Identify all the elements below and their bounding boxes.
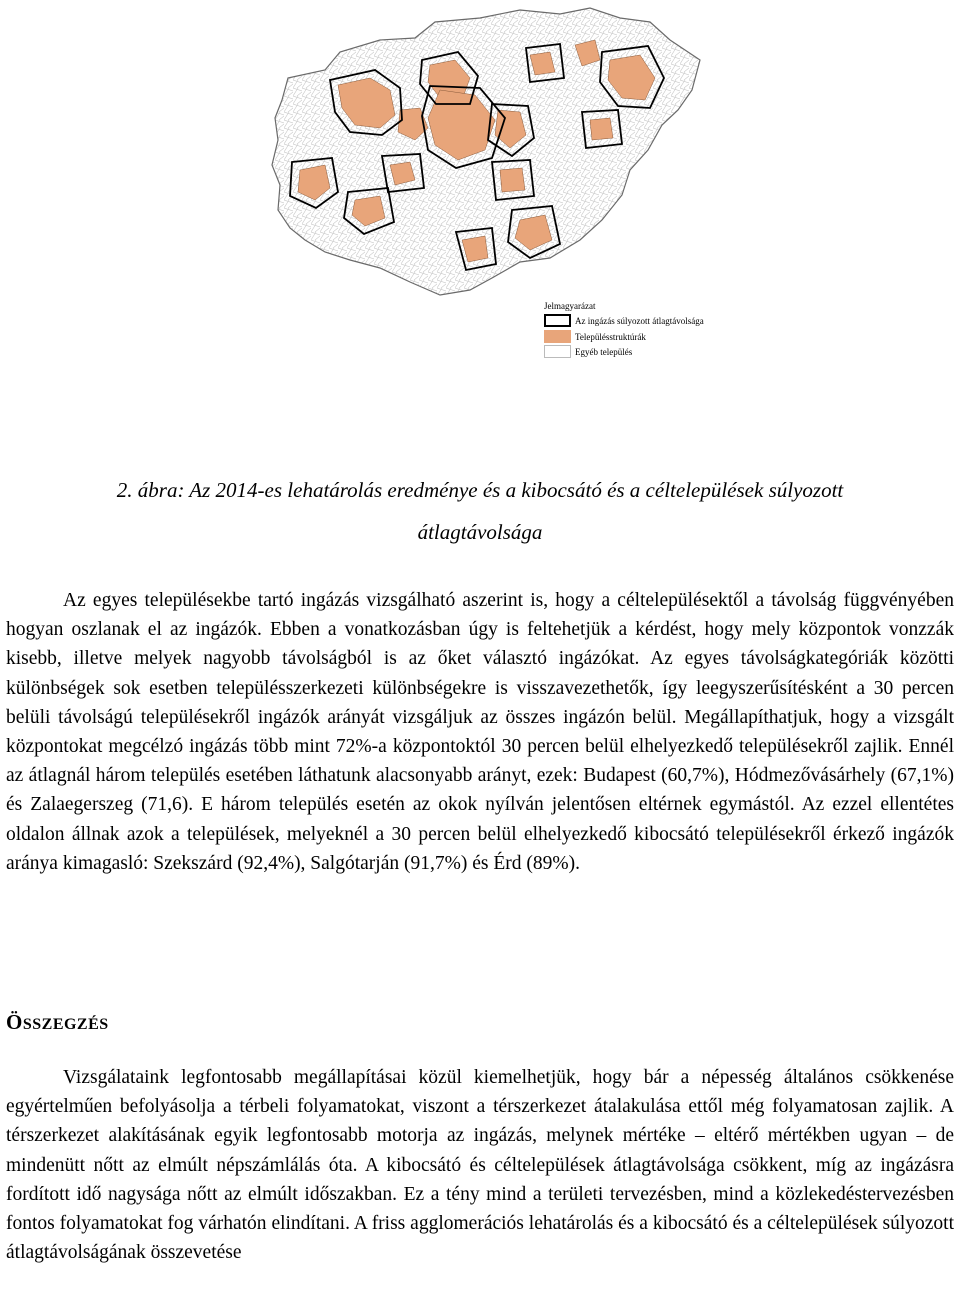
- body-paragraph-2: Vizsgálataink legfontosabb megállapításai közül kiemelhetjük, hogy bár a népesség általános csökkenése egyértelműen befolyásolja a térbeli folyamatokat, viszont a térszerkezet átalakulása ettől még folyamatosan zajlik. A térszerkezet alakításának egyik legfontosabb motorja az ingázás, melynek mértéke – eltérő mértékben ugyan – de mindenütt nőtt az elmúlt népszámlálás óta. A kibocsátó és céltelepülések átlagtávolsága csökkent, míg az ingázásra fordított idő nagysága nőtt az elmúlt időszakban. Ez a tény mind a területi tervezésben, mind a közlekedéstervezésben fontos folyamatokat fog várhatón elindítani. A friss agglomerációs lehatárolás és a kibocsátó és a céltelepülések súlyozott átlagtávolságának összevetése: [6, 1067, 954, 1264]
- section-heading: [6, 1010, 109, 1035]
- legend-swatch-outline: [544, 314, 571, 327]
- hungary-map-figure: [230, 0, 730, 300]
- heading-rest: SSZEGZÉS: [22, 1016, 109, 1033]
- hungary-map: [230, 0, 730, 300]
- figure-caption-line1: 2. ábra: Az 2014-es lehatárolás eredménye és a kibocsátó és a céltelepülések súlyozott: [116, 478, 844, 502]
- legend-label: Az ingázás súlyozott átlagtávolsága: [575, 316, 704, 326]
- legend-item-distance: [544, 314, 734, 328]
- figure-caption-line2: átlagtávolsága: [417, 520, 543, 544]
- body-paragraph-1: Az egyes településekbe tartó ingázás vizsgálható aszerint is, hogy a céltelepülésektől a távolság függvényében hogyan oszlanak el az ingázók. Ebben a vonatkozásban úgy is feltehetjük a kérdést, hogy mely központok vonzzák kisebb, illetve melyek nagyobb távolságból is az őket választó ingázókat. Az egyes távolságkategóriák közötti különbségek sok esetben településszerkezeti különbségekre is visszavezethetők, így leegyszerűsítésként a 30 percen belüli távolságú településekről ingázók arányát vizsgáljuk az összes ingázón belül. Megállapíthatjuk, hogy a vizsgált központokat megcélzó ingázás több mint 72%-a központoktól 30 percen belül elhelyezkedő településekről zajlik. Ennél az átlagnál három település esetében láthatunk alacsonyabb arányt, ezek: Budapest (60,7%), Hódmezővásárhely (67,1%) és Zalaegerszeg (71,6). E három település esetén az okok nyílván jelentősen eltérnek egymástól. Az ezzel ellentétes oldalon állnak azok a települések, melyeknél a 30 percen belül elhelyezkedő kibocsátó településekről érkező ingázók aránya kimagasló: Szekszárd (92,4%), Salgótarján (91,7%) és Érd (89%).: [6, 590, 954, 874]
- heading-initial: Ö: [6, 1010, 23, 1034]
- legend-item-other: [544, 345, 734, 359]
- legend-swatch-orange: [544, 330, 571, 343]
- legend-item-structures: [544, 330, 734, 344]
- legend-title: Jelmagyarázat: [544, 301, 596, 311]
- legend-swatch-white: [544, 345, 571, 358]
- map-legend: [544, 302, 734, 362]
- legend-label: Településstruktúrák: [575, 332, 646, 342]
- legend-label: Egyéb település: [575, 347, 633, 357]
